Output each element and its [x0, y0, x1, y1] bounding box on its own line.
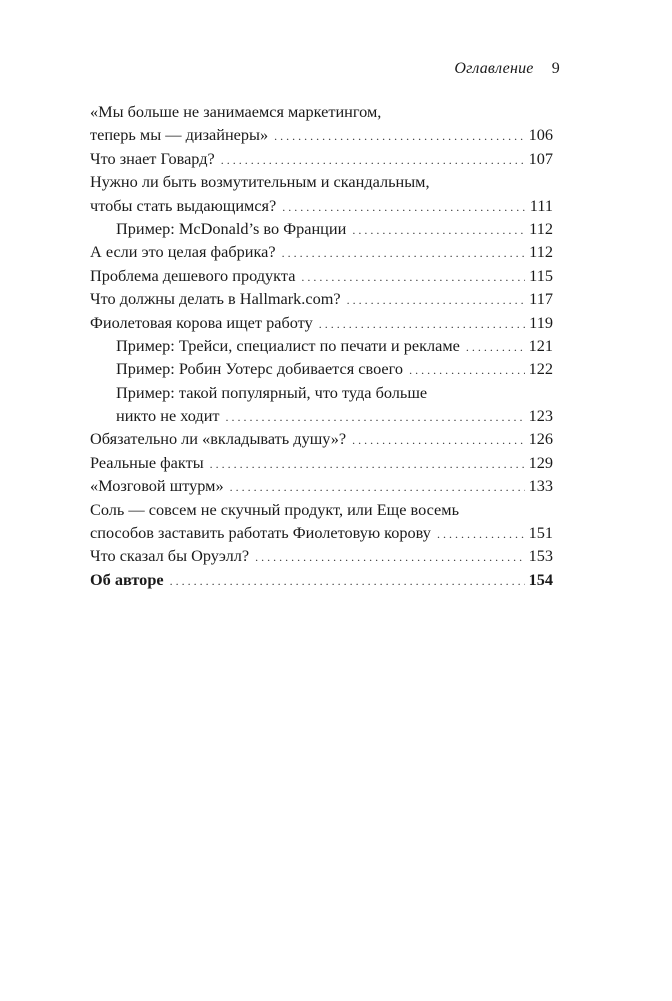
- toc-line: [90, 357, 553, 380]
- toc-entry-page: 112: [529, 218, 553, 238]
- dot-leader: [409, 357, 525, 382]
- dot-leader: [255, 544, 524, 569]
- toc-entry-page: 123: [528, 406, 553, 426]
- toc-entry-title: способов заставить работать Фиолетовую корову: [90, 523, 431, 543]
- toc-entry: [90, 334, 553, 357]
- toc-line: [90, 123, 553, 146]
- toc-entry-title: Пример: такой популярный, что туда больше: [116, 382, 428, 402]
- toc-entry: [90, 544, 553, 567]
- toc-entry: [90, 264, 553, 287]
- toc-entry-page: 151: [528, 523, 553, 543]
- toc-entry-page: 112: [529, 242, 553, 262]
- dot-leader: [466, 334, 525, 359]
- dot-leader: [347, 287, 526, 312]
- toc-line: [90, 217, 553, 240]
- dot-leader: [301, 264, 525, 289]
- toc-entry-title: Пример: Робин Уотерс добивается своего: [116, 359, 404, 379]
- toc-entry-title: никто не ходит: [116, 406, 220, 426]
- toc-entry-title: Нужно ли быть возмутительным и скандальным,: [90, 172, 430, 192]
- toc-entry-title: Что знает Говард?: [90, 148, 215, 168]
- toc-entry-page: 122: [528, 359, 553, 379]
- toc-line: [90, 521, 553, 544]
- toc-entry-title: Обязательно ли «вкладывать душу»?: [90, 429, 347, 449]
- toc-entry: [90, 498, 553, 545]
- toc-line: [90, 334, 553, 357]
- toc-entry: [90, 287, 553, 310]
- toc-entry-page: 129: [528, 452, 553, 472]
- toc-entry: [90, 568, 553, 591]
- running-head-section: Оглавление: [454, 60, 534, 77]
- toc-line: [90, 240, 553, 263]
- toc-entry-title: чтобы стать выдающимся?: [90, 195, 277, 215]
- toc-entry-page: 117: [529, 289, 553, 309]
- toc-entry-title: Пример: McDonald’s во Франции: [116, 218, 347, 238]
- toc-entry-title: Фиолетовая корова ищет работу: [90, 312, 313, 332]
- toc-entry-title: «Мозговой штурм»: [90, 476, 224, 496]
- toc-entry-page: 107: [528, 148, 553, 168]
- dot-leader: [230, 474, 525, 499]
- toc-entry: [90, 100, 553, 147]
- dot-leader: [352, 217, 525, 242]
- page-number: 9: [551, 60, 560, 77]
- toc-entry-page: 153: [528, 546, 553, 566]
- dot-leader: [226, 404, 525, 429]
- toc-line: [90, 404, 553, 427]
- toc-entry: [90, 217, 553, 240]
- dot-leader: [170, 568, 525, 593]
- toc-line: [90, 147, 553, 170]
- toc-entry: [90, 357, 553, 380]
- toc-entry-page: 119: [529, 312, 553, 332]
- toc-line: [90, 100, 553, 123]
- toc-entry-title: Об авторе: [90, 569, 164, 589]
- dot-leader: [437, 521, 525, 546]
- table-of-contents: [90, 100, 553, 591]
- toc-line: [90, 194, 553, 217]
- toc-entry-title: Что должны делать в Hallmark.com?: [90, 289, 341, 309]
- toc-line: [90, 170, 553, 193]
- toc-entry: [90, 147, 553, 170]
- toc-line: [90, 264, 553, 287]
- dot-leader: [282, 194, 526, 219]
- toc-entry-title: Проблема дешевого продукта: [90, 265, 296, 285]
- toc-entry-title: А если это целая фабрика?: [90, 242, 276, 262]
- toc-line: [90, 474, 553, 497]
- dot-leader: [319, 311, 525, 336]
- toc-entry: [90, 474, 553, 497]
- toc-entry-page: 115: [529, 265, 553, 285]
- toc-entry: [90, 427, 553, 450]
- toc-line: [90, 498, 553, 521]
- toc-entry-page: 126: [528, 429, 553, 449]
- toc-entry-page: 111: [529, 195, 553, 215]
- dot-leader: [282, 240, 526, 265]
- toc-line: [90, 544, 553, 567]
- toc-entry-title: Соль — совсем не скучный продукт, или Еще восемь: [90, 499, 459, 519]
- toc-entry-page: 133: [528, 476, 553, 496]
- toc-entry-title: теперь мы — дизайнеры»: [90, 125, 269, 145]
- dot-leader: [221, 147, 525, 172]
- toc-entry-title: Пример: Трейси, специалист по печати и рекламе: [116, 335, 460, 355]
- toc-line: [90, 451, 553, 474]
- toc-entry-page: 154: [528, 569, 553, 589]
- toc-entry-title: «Мы больше не занимаемся маркетингом,: [90, 102, 382, 121]
- toc-entry-page: 106: [528, 125, 553, 145]
- dot-leader: [210, 451, 525, 476]
- toc-entry: [90, 170, 553, 217]
- toc-line: [90, 311, 553, 334]
- toc-entry-page: 121: [528, 335, 553, 355]
- dot-leader: [274, 123, 524, 148]
- dot-leader: [352, 427, 524, 452]
- toc-line: [90, 287, 553, 310]
- toc-line: [90, 427, 553, 450]
- toc-entry: [90, 381, 553, 428]
- toc-entry-title: Что сказал бы Оруэлл?: [90, 546, 250, 566]
- running-head: [454, 60, 560, 78]
- toc-entry: [90, 311, 553, 334]
- toc-entry-title: Реальные факты: [90, 452, 204, 472]
- toc-entry: [90, 451, 553, 474]
- toc-entry: [90, 240, 553, 263]
- toc-line: [90, 568, 553, 591]
- toc-line: [90, 381, 553, 404]
